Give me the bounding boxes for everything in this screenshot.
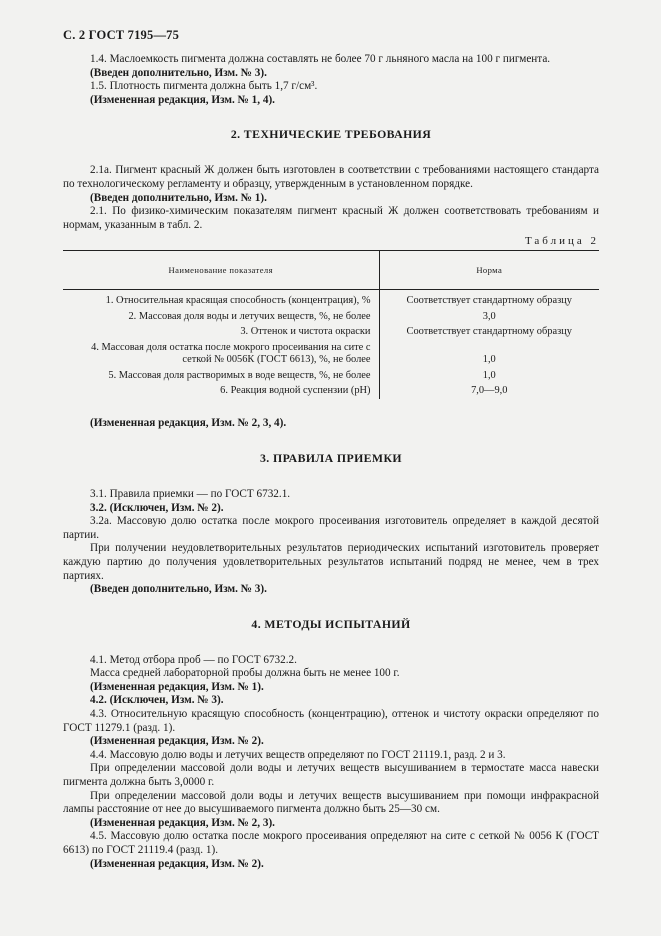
requirements-table	[63, 250, 599, 399]
section-2-title: 2. ТЕХНИЧЕСКИЕ ТРЕБОВАНИЯ	[230, 127, 432, 142]
section-3-title: 3. ПРАВИЛА ПРИЕМКИ	[260, 450, 402, 465]
clause-4-3: 4.3. Относительную красящую способность (концентрацию), оттенок и чистоту окраски определяют по ГОСТ 11279.1 (разд. 1).	[63, 708, 599, 734]
table-row	[63, 368, 599, 384]
indicator-cell: 5. Массовая доля растворимых в воде веществ, %, не более	[63, 368, 379, 384]
page-header: С. 2 ГОСТ 7195—75	[63, 28, 180, 42]
table-caption: Таблица 2	[524, 235, 599, 248]
clause-4-4-cont: При определении массовой доли воды и летучих веществ высушиванием при помощи инфракрасной лампы расстояние от нее до высушиваемого пигмента должно быть 25—30 см.	[63, 789, 599, 816]
norm-cell: Соответствует стандартному образцу	[406, 326, 572, 338]
table-row	[63, 309, 599, 325]
indicator-cell: 4. Массовая доля остатка после мокрого просеивания на сите с сеткой № 0056К (ГОСТ 6613), %, не более	[63, 340, 379, 368]
clause-4-1-cont: Масса средней лабораторной пробы должна быть не менее 100 г.	[90, 667, 400, 680]
clause-4-4-cont: При определении массовой доли воды и летучих веществ высушиванием в термостате масса навески пигмента должна быть 3,0000 г.	[63, 762, 599, 789]
amendment-note: (Введен дополнительно, Изм. № 3).	[90, 583, 267, 596]
column-header-indicator: Наименование показателя	[63, 251, 379, 290]
clause-4-5: 4.5. Массовую долю остатка после мокрого просеивания определяют на сите с сеткой № 0056 К (ГОСТ 6613) по ГОСТ 21119.4 (разд. 1).	[63, 830, 599, 856]
norm-cell: 1,0	[482, 354, 496, 366]
amendment-note: (Измененная редакция, Изм. № 2, 3).	[90, 816, 275, 829]
clause-4-4: 4.4. Массовую долю воды и летучих веществ определяют по ГОСТ 21119.1, разд. 2 и 3.	[90, 748, 506, 761]
table-row	[63, 340, 599, 368]
clause-2-1: 2.1. По физико-химическим показателям пигмент красный Ж должен соответствовать требованиям и нормам, указанным в табл. 2.	[63, 205, 599, 231]
amendment-note: (Измененная редакция, Изм. № 1, 4).	[90, 93, 275, 106]
amendment-note: (Измененная редакция, Изм. № 2).	[90, 857, 264, 870]
table-row	[63, 384, 599, 400]
clause-2-1a: 2.1а. Пигмент красный Ж должен быть изготовлен в соответствии с требованиями настоящего стандарта по технологическому регламенту и образцу, утвержденным в установленном порядке.	[63, 164, 599, 190]
clause-4-2: 4.2. (Исключен, Изм. № 3).	[90, 694, 224, 707]
clause-3-1: 3.1. Правила приемки — по ГОСТ 6732.1.	[90, 487, 291, 500]
amendment-note: (Измененная редакция, Изм. № 1).	[90, 680, 264, 693]
indicator-cell: 6. Реакция водной суспензии (рН)	[63, 384, 379, 400]
table-header-row	[63, 251, 599, 290]
clause-1-5: 1.5. Плотность пигмента должна быть 1,7 г/см³.	[90, 80, 318, 93]
clause-3-2: 3.2. (Исключен, Изм. № 2).	[90, 501, 224, 514]
amendment-note: (Измененная редакция, Изм. № 2).	[90, 735, 264, 748]
amendment-note: (Измененная редакция, Изм. № 2, 3, 4).	[90, 417, 287, 430]
amendment-note: (Введен дополнительно, Изм. № 1).	[90, 191, 267, 204]
table-row	[63, 325, 599, 341]
norm-cell: 3,0	[482, 310, 496, 322]
column-header-norm: Норма	[379, 251, 599, 290]
norm-cell: 1,0	[482, 369, 496, 381]
indicator-cell: 2. Массовая доля воды и летучих веществ, %, не более	[63, 309, 379, 325]
indicator-cell: 1. Относительная красящая способность (концентрация), %	[63, 290, 379, 310]
section-4-title: 4. МЕТОДЫ ИСПЫТАНИЙ	[251, 616, 411, 631]
clause-3-2a: 3.2а. Массовую долю остатка после мокрого просеивания изготовитель определяет в каждой десятой партии.	[63, 515, 599, 541]
norm-cell: 7,0—9,0	[471, 385, 508, 397]
clause-4-1: 4.1. Метод отбора проб — по ГОСТ 6732.2.	[90, 653, 297, 666]
norm-cell: Соответствует стандартному образцу	[406, 295, 572, 307]
indicator-cell: 3. Оттенок и чистота окраски	[63, 325, 379, 341]
clause-1-4: 1.4. Маслоемкость пигмента должна составлять не более 70 г льняного масла на 100 г пигмента.	[90, 53, 551, 65]
clause-3-2a-cont: При получении неудовлетворительных результатов периодических испытаний изготовитель проверяет каждую партию до получения удовлетворительных результатов испытаний подряд не менее, чем в трех партиях.	[63, 542, 599, 582]
table-row	[63, 290, 599, 310]
amendment-note: (Введен дополнительно, Изм. № 3).	[90, 66, 267, 79]
